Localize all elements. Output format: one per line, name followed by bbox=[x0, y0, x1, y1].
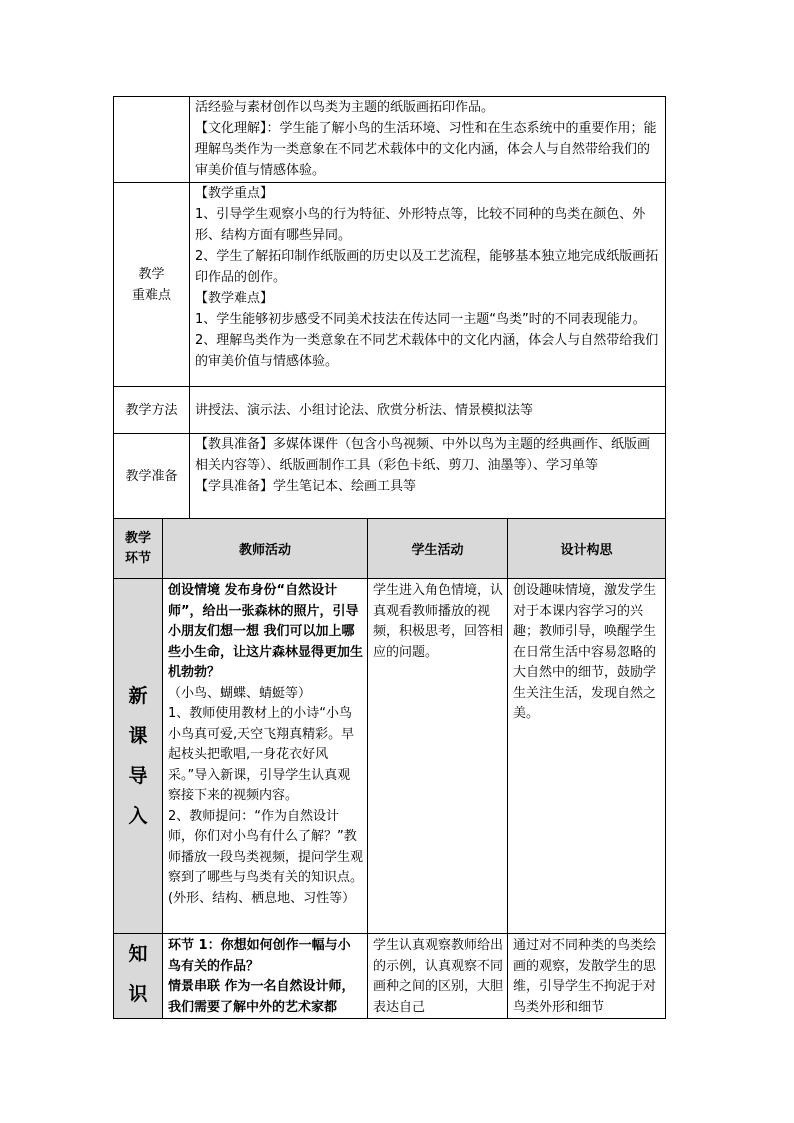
section-intro-label bbox=[114, 579, 163, 934]
step-1-title: 环节 1：你想如何创作一幅与小鸟有关的作品？ bbox=[168, 938, 351, 974]
key-points-label: 教学 重难点 bbox=[114, 183, 190, 387]
focus-item-2: 2、学生了解拓印制作纸版画的历史以及工艺流程，能够基本独立地完成纸版画拓印作品的创作。 bbox=[195, 249, 659, 285]
section-intro-char-2: 课 bbox=[128, 725, 148, 747]
section-knowledge-student-cell: 学生认真观察教师给出的示例，认真观察不同画种之间的区别，大胆表达自己 bbox=[368, 934, 508, 1019]
methods-row bbox=[114, 387, 666, 434]
methods-label: 教学方法 bbox=[114, 387, 190, 434]
scenario-setup-text: 创设情境 发布身份“自然设计师”，给出一张森林的照片，引导小朋友们想一想 我们可以加上哪些小生命，让这片森林显得更加生机勃勃？ bbox=[168, 583, 364, 680]
lesson-info-table bbox=[113, 96, 666, 519]
section-intro-char-4: 入 bbox=[128, 805, 148, 827]
process-header-row bbox=[114, 519, 666, 579]
section-knowledge-char-1: 知 bbox=[128, 943, 148, 965]
section-intro-teacher-cell bbox=[163, 579, 368, 934]
preparation-label: 教学准备 bbox=[114, 434, 190, 519]
focus-item-1: 1、引导学生观察小鸟的行为特征、外形特点等，比较不同种的鸟类在颜色、外形、结构方面有哪些异同。 bbox=[195, 207, 646, 243]
teaching-process-table bbox=[113, 518, 666, 1019]
preparation-cell bbox=[190, 434, 666, 519]
section-intro-student-cell: 学生进入角色情境，认真观看教师播放的视频，积极思考，回答相应的问题。 bbox=[368, 579, 508, 934]
intro-answer-text: （小鸟、蝴蝶、蜻蜓等） bbox=[168, 685, 312, 701]
section-knowledge-char-2: 识 bbox=[128, 983, 148, 1005]
culture-understanding-text: 【文化理解】：学生能了解小鸟的生活环境、习性和在生态系统中的重要作用；能理解鸟类作为一类意象在不同艺术载体中的文化内涵，体会人与自然带给我们的审美价值与情感体验。 bbox=[195, 121, 657, 178]
section-knowledge-row bbox=[114, 934, 666, 1019]
section-intro-char-1: 新 bbox=[128, 685, 148, 707]
header-teacher-activity: 教师活动 bbox=[163, 519, 368, 579]
difficulty-item-2: 2、理解鸟类作为一类意象在不同艺术载体中的文化内涵，体会人与自然带给我们的审美价值与情感体验。 bbox=[195, 333, 659, 369]
header-stage: 教学 环节 bbox=[114, 519, 163, 579]
scenario-link-text: 情景串联 作为一名自然设计师，我们需要了解中外的艺术家都 bbox=[168, 979, 355, 1015]
focus-title: 【教学重点】 bbox=[195, 186, 274, 201]
difficulty-title: 【教学难点】 bbox=[195, 291, 274, 306]
student-tools-text: 【学具准备】学生笔记本、绘画工具等 bbox=[195, 479, 417, 494]
section-intro-row bbox=[114, 579, 666, 934]
objectives-continued-text: 活经验与素材创作以鸟类为主题的纸版画拓印作品。 bbox=[195, 100, 495, 115]
section-knowledge-design-cell: 通过对不同种类的鸟类绘画的观察，发散学生的思维，引导学生不拘泥于对鸟类外形和细节 bbox=[508, 934, 666, 1019]
section-knowledge-label bbox=[114, 934, 163, 1019]
teacher-tools-text: 【教具准备】多媒体课件（包含小鸟视频、中外以鸟为主题的经典画作、纸版画相关内容等）、纸版画制作工具（彩色卡纸、剪刀、油墨等）、学习单等 bbox=[195, 437, 651, 473]
intro-step-2-text: 2、教师提问：“作为自然设计师，你们对小鸟有什么了解？”教师播放一段鸟类视频，提问学生观察到了哪些与鸟类有关的知识点。(外形、结构、栖息地、习性等） bbox=[168, 808, 364, 906]
section-intro-char-3: 导 bbox=[128, 765, 148, 787]
intro-step-1-text: 1、教师使用教材上的小诗“小鸟小鸟真可爱,天空飞翔真精彩。早起枝头把歌唱,一身花衣好风采。”导入新课，引导学生认真观察接下来的视频内容。 bbox=[168, 706, 355, 803]
key-points-cell bbox=[190, 183, 666, 387]
objectives-cell bbox=[190, 97, 666, 183]
header-design-idea: 设计构思 bbox=[508, 519, 666, 579]
preparation-row bbox=[114, 434, 666, 519]
methods-text: 讲授法、演示法、小组讨论法、欣赏分析法、情景模拟法等 bbox=[190, 387, 666, 434]
section-knowledge-teacher-cell bbox=[163, 934, 368, 1019]
key-points-row bbox=[114, 183, 666, 387]
objectives-label-cell bbox=[114, 97, 190, 183]
objectives-row bbox=[114, 97, 666, 183]
header-student-activity: 学生活动 bbox=[368, 519, 508, 579]
difficulty-item-1: 1、学生能够初步感受不同美术技法在传达同一主题“鸟类”时的不同表现能力。 bbox=[195, 312, 646, 327]
section-intro-design-cell: 创设趣味情境，激发学生对于本课内容学习的兴趣；教师引导，唤醒学生在日常生活中容易忽略的大自然中的细节，鼓励学生关注生活，发现自然之美。 bbox=[508, 579, 666, 934]
